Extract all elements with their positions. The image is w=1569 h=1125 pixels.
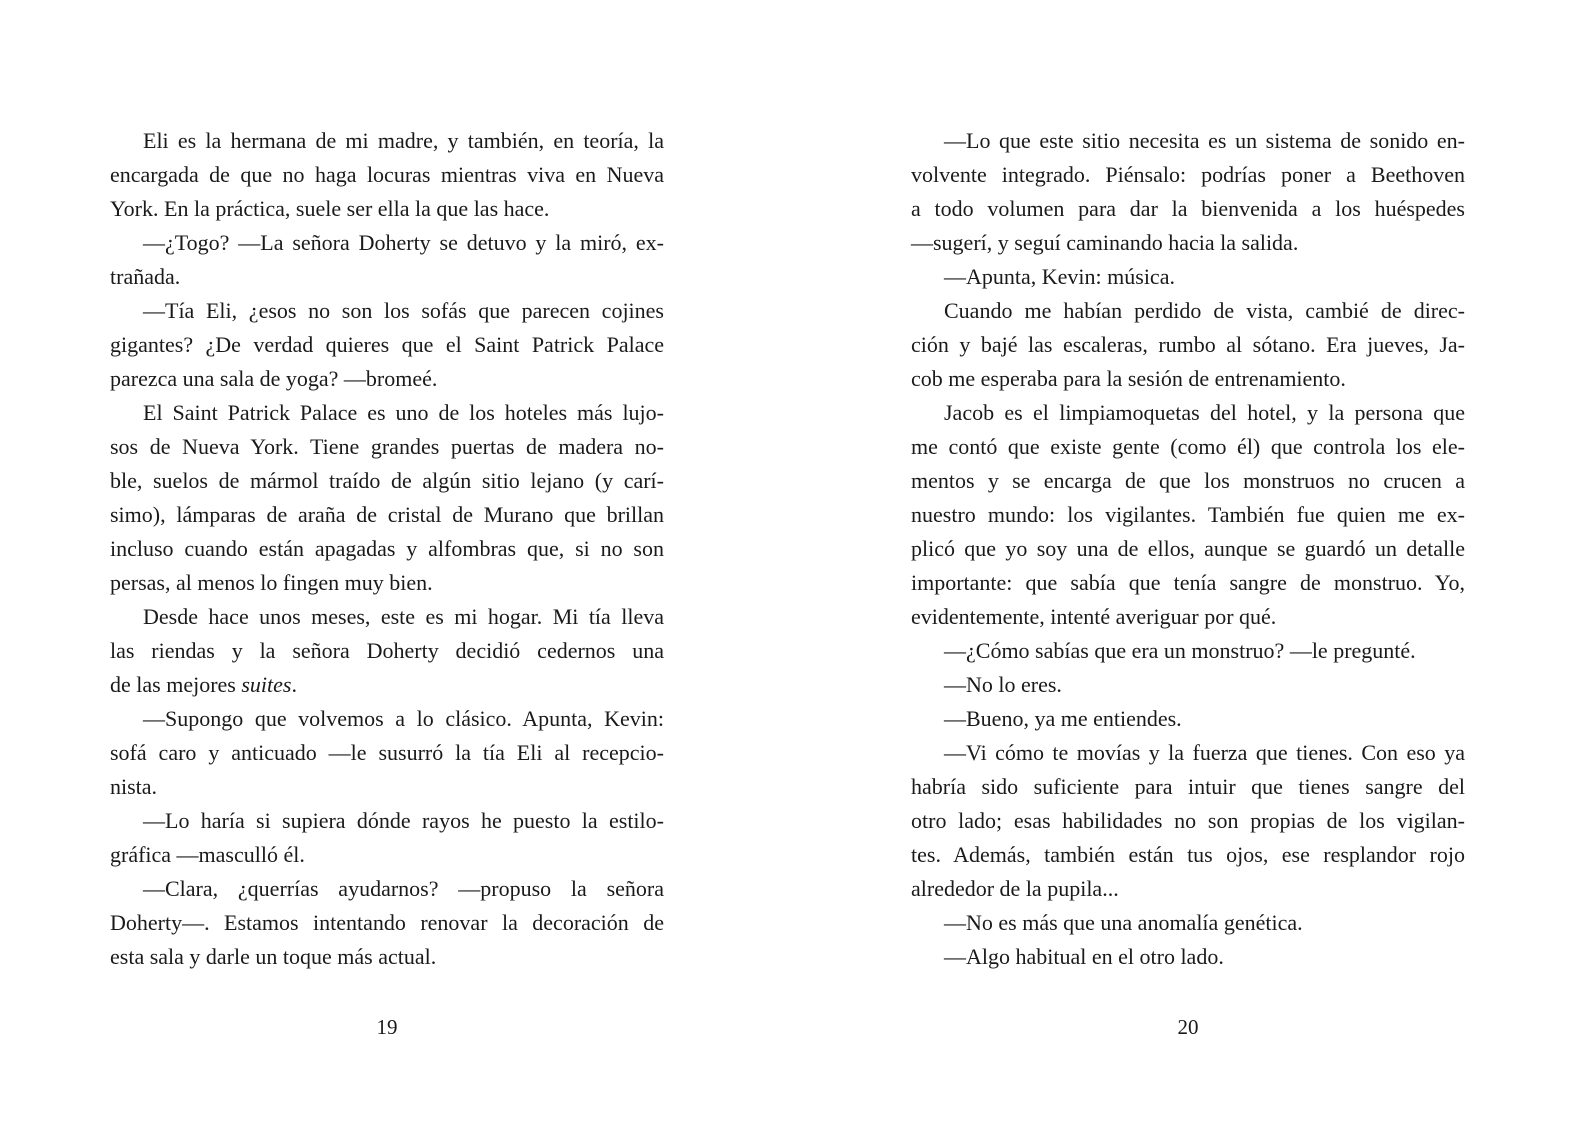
text-line: —Supongo que volvemos a lo clásico. Apunta, Kevin: [143, 706, 664, 731]
text-line: encargada de que no haga locuras mientras viva en Nueva [110, 162, 664, 187]
text-line: volvente integrado. Piénsalo: podrías poner a Beethoven [911, 162, 1465, 187]
text-line: York. En la práctica, suele ser ella la que las hace. [110, 196, 550, 221]
paragraph [911, 736, 1465, 906]
text-line: nista. [110, 774, 158, 799]
text-line: evidentemente, intenté averiguar por qué. [911, 604, 1277, 629]
paragraph [110, 396, 664, 600]
paragraph [911, 294, 1465, 396]
text-line: incluso cuando están apagadas y alfombras que, si no son [110, 536, 664, 561]
text-line: mentos y se encarga de que los monstruos no crucen a [911, 468, 1465, 493]
paragraph [911, 940, 1465, 974]
text-line: gráfica —masculló él. [110, 842, 305, 867]
text-line: otro lado; esas habilidades no son propias de los vigilan- [911, 808, 1465, 833]
paragraph [911, 396, 1465, 634]
text-line: Desde hace unos meses, este es mi hogar. Mi tía lleva [143, 604, 664, 629]
paragraph [110, 872, 664, 974]
left-page-text [110, 124, 664, 974]
text-line: El Saint Patrick Palace es uno de los hoteles más lujo- [143, 400, 664, 425]
page-number-right: 20 [1177, 1015, 1199, 1039]
text-line: nuestro mundo: los vigilantes. También fue quien me ex- [911, 502, 1465, 527]
paragraph [110, 804, 664, 872]
paragraph [110, 124, 664, 226]
text-fragment: de las mejores [110, 672, 242, 697]
text-line: —Apunta, Kevin: música. [944, 264, 1175, 289]
text-line: plicó que yo soy una de ellos, aunque se guardó un detalle [911, 536, 1465, 561]
text-line: —Algo habitual en el otro lado. [944, 944, 1224, 969]
text-line: importante: que sabía que tenía sangre de monstruo. Yo, [911, 570, 1465, 595]
text-line: —sugerí, y seguí caminando hacia la salida. [911, 230, 1299, 255]
paragraph [110, 600, 664, 702]
page-number-left: 19 [376, 1015, 398, 1039]
text-line: —No lo eres. [944, 672, 1062, 697]
text-line: ción y bajé las escaleras, rumbo al sótano. Era jueves, Ja- [911, 332, 1465, 357]
text-line: me contó que existe gente (como él) que controla los ele- [911, 434, 1465, 459]
text-line: persas, al menos lo fingen muy bien. [110, 570, 433, 595]
paragraph [911, 702, 1465, 736]
italic-term: suites [241, 672, 292, 697]
text-line: habría sido suficiente para intuir que tienes sangre del [911, 774, 1465, 799]
paragraph [911, 260, 1465, 294]
text-line: Eli es la hermana de mi madre, y también, en teoría, la [143, 128, 664, 153]
text-line: sofá caro y anticuado —le susurró la tía Eli al recepcio- [110, 740, 664, 765]
text-line: trañada. [110, 264, 181, 289]
text-line: —Bueno, ya me entiendes. [944, 706, 1182, 731]
paragraph [110, 702, 664, 804]
right-page-text [911, 124, 1465, 974]
paragraph [911, 634, 1465, 668]
text-line: Cuando me habían perdido de vista, cambié de direc- [944, 298, 1465, 323]
text-line [110, 668, 664, 702]
text-line: alrededor de la pupila... [911, 876, 1119, 901]
text-line: Jacob es el limpiamoquetas del hotel, y la persona que [944, 400, 1465, 425]
text-line: —Vi cómo te movías y la fuerza que tienes. Con eso ya [944, 740, 1465, 765]
text-line: parezca una sala de yoga? —bromeé. [110, 366, 438, 391]
paragraph [911, 668, 1465, 702]
text-fragment: . [291, 672, 297, 697]
paragraph [110, 294, 664, 396]
text-line: Doherty—. Estamos intentando renovar la decoración de [110, 910, 664, 935]
text-line: esta sala y darle un toque más actual. [110, 944, 437, 969]
text-line: —¿Cómo sabías que era un monstruo? —le pregunté. [944, 638, 1416, 663]
text-line: —Lo haría si supiera dónde rayos he puesto la estilo- [143, 808, 664, 833]
text-line: las riendas y la señora Doherty decidió cedernos una [110, 638, 664, 663]
text-line: —Tía Eli, ¿esos no son los sofás que parecen cojines [143, 298, 664, 323]
text-line: sos de Nueva York. Tiene grandes puertas de madera no- [110, 434, 664, 459]
text-line: tes. Además, también están tus ojos, ese resplandor rojo [911, 842, 1465, 867]
text-line: —Clara, ¿querrías ayudarnos? —propuso la señora [143, 876, 664, 901]
text-line: —Lo que este sitio necesita es un sistema de sonido en- [944, 128, 1465, 153]
text-line: —No es más que una anomalía genética. [944, 910, 1303, 935]
text-line: ble, suelos de mármol traído de algún sitio lejano (y carí- [110, 468, 664, 493]
text-line: gigantes? ¿De verdad quieres que el Saint Patrick Palace [110, 332, 664, 357]
text-line: cob me esperaba para la sesión de entrenamiento. [911, 366, 1346, 391]
text-line: simo), lámparas de araña de cristal de Murano que brillan [110, 502, 664, 527]
paragraph [911, 906, 1465, 940]
text-line: —¿Togo? —La señora Doherty se detuvo y la miró, ex- [143, 230, 664, 255]
paragraph [110, 226, 664, 294]
paragraph [911, 124, 1465, 260]
text-line: a todo volumen para dar la bienvenida a los huéspedes [911, 196, 1465, 221]
